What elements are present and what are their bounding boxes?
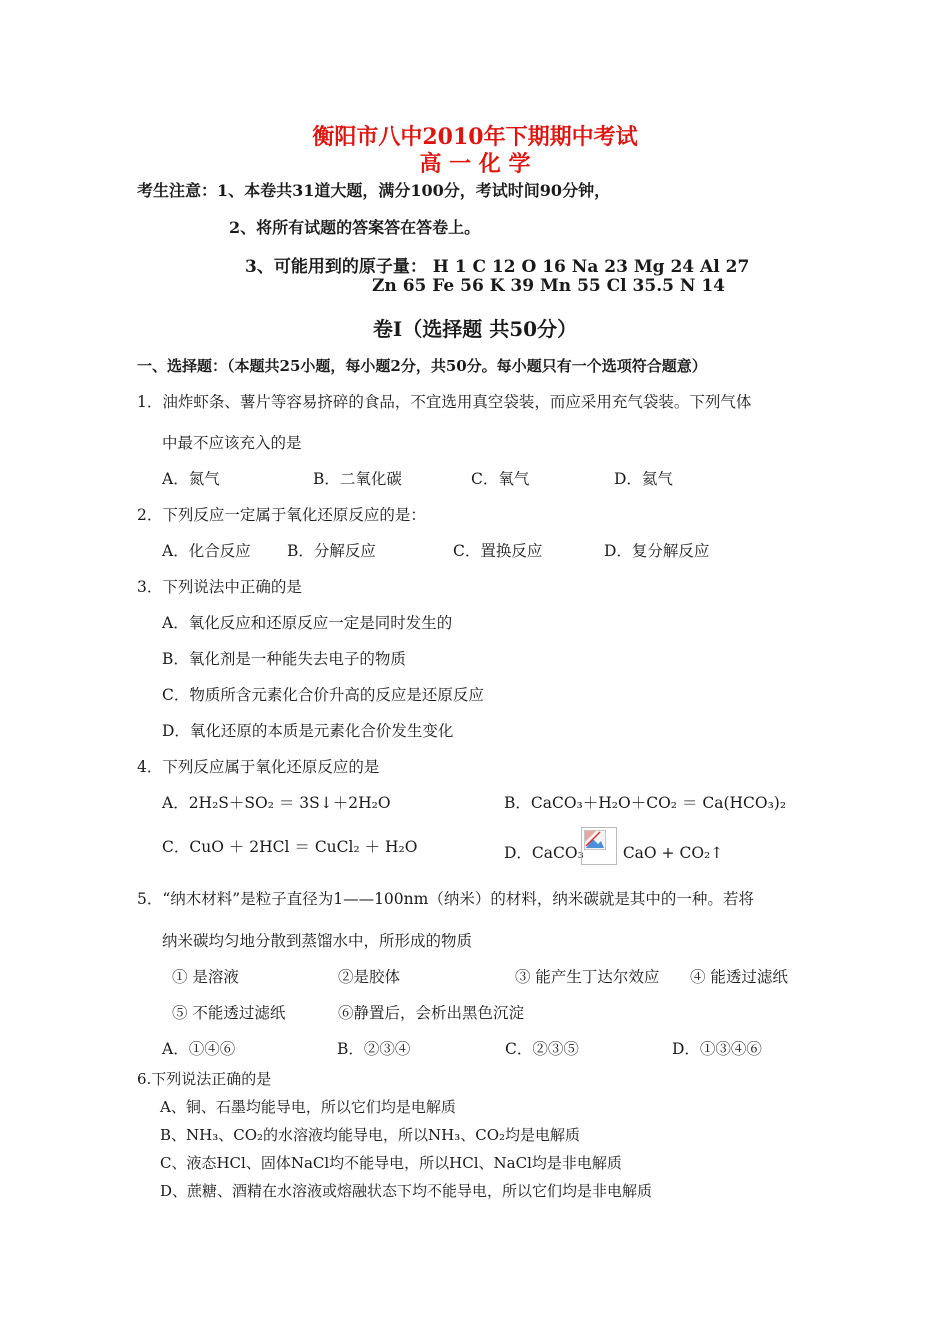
q5-item-4: ④ 能透过滤纸 xyxy=(690,968,788,986)
q2-option-a: A．化合反应 xyxy=(162,542,251,560)
q1-option-b: B．二氧化碳 xyxy=(313,470,402,488)
q5-option-d: D．①③④⑥ xyxy=(672,1040,762,1058)
q4-option-d xyxy=(504,835,723,873)
q5-option-b: B．②③④ xyxy=(337,1040,411,1058)
q6-option-d: D、蔗糖、酒精在水溶液或熔融状态下均不能导电，所以它们均是非电解质 xyxy=(160,1182,653,1200)
notice-line-3: 3、可能用到的原子量： H 1 C 12 O 16 Na 23 Mg 24 Al 27 xyxy=(245,257,750,277)
q5-item-1: ① 是溶液 xyxy=(172,968,239,986)
q2-stem: 2．下列反应一定属于氧化还原反应的是： xyxy=(137,506,426,524)
q4-stem: 4．下列反应属于氧化还原反应的是 xyxy=(137,758,380,776)
q2-option-b: B．分解反应 xyxy=(287,542,376,560)
q3-option-c: C．物质所含元素化合价升高的反应是还原反应 xyxy=(162,686,484,704)
q5-item-2: ②是胶体 xyxy=(338,968,401,986)
notice-line-4: Zn 65 Fe 56 K 39 Mn 55 Cl 35.5 N 14 xyxy=(372,276,725,296)
q6-stem: 6.下列说法正确的是 xyxy=(137,1070,272,1088)
q3-stem: 3．下列说法中正确的是 xyxy=(137,578,302,596)
exam-subtitle: 高 一 化 学 xyxy=(419,151,531,177)
q6-option-a: A、铜、石墨均能导电，所以它们均是电解质 xyxy=(160,1098,456,1116)
q3-option-b: B．氧化剂是一种能失去电子的物质 xyxy=(162,650,406,668)
q5-option-a: A．①④⑥ xyxy=(162,1040,236,1058)
q2-option-c: C．置换反应 xyxy=(453,542,543,560)
q1-option-a: A．氮气 xyxy=(162,470,220,488)
q5-stem-1: 5．“纳木材料”是粒子直径为1——100nm（纳米）的材料，纳米碳就是其中的一种。若将 xyxy=(137,890,754,908)
exam-title: 衡阳市八中2010年下期期中考试 xyxy=(312,124,638,150)
q2-option-d: D．复分解反应 xyxy=(604,542,710,560)
q6-option-b: B、NH₃、CO₂的水溶液均能导电，所以NH₃、CO₂均是电解质 xyxy=(160,1126,581,1144)
section-heading: 一、选择题：（本题共25小题，每小题2分，共50分。每小题只有一个选项符合题意） xyxy=(137,357,707,375)
q5-item-5: ⑤ 不能透过滤纸 xyxy=(172,1004,286,1022)
q6-option-c: C、液态HCl、固体NaCl均不能导电，所以HCl、NaCl均是非电解质 xyxy=(160,1154,622,1172)
q4-option-a: A．2H₂S＋SO₂ ＝ 3S↓＋2H₂O xyxy=(162,794,391,812)
q3-option-a: A．氧化反应和还原反应一定是同时发生的 xyxy=(162,614,453,632)
q4-option-d-reactant: D．CaCO₃ xyxy=(504,844,584,862)
q1-stem-2: 中最不应该充入的是 xyxy=(162,434,302,452)
q1-option-c: C．氧气 xyxy=(471,470,530,488)
part-title: 卷Ⅰ（选择题 共50分） xyxy=(372,317,578,341)
broken-image-icon xyxy=(581,827,617,865)
q3-option-d: D．氧化还原的本质是元素化合价发生变化 xyxy=(162,722,454,740)
q5-item-3: ③ 能产生丁达尔效应 xyxy=(515,968,660,986)
q5-option-c: C．②③⑤ xyxy=(505,1040,579,1058)
q4-option-c: C．CuO ＋ 2HCl ＝ CuCl₂ ＋ H₂O xyxy=(162,838,418,856)
notice-line-1: 考生注意：1、本卷共31道大题，满分100分，考试时间90分钟， xyxy=(137,181,611,200)
notice-line-2: 2、将所有试题的答案答在答卷上。 xyxy=(229,218,481,237)
q1-option-d: D．氦气 xyxy=(614,470,673,488)
q5-stem-2: 纳米碳均匀地分散到蒸馏水中，所形成的物质 xyxy=(162,932,473,950)
q4-option-d-product: CaO + CO₂↑ xyxy=(622,844,724,862)
q5-item-6: ⑥静置后，会析出黑色沉淀 xyxy=(338,1004,525,1022)
q1-stem-1: 1．油炸虾条、薯片等容易挤碎的食品，不宜选用真空袋装，而应采用充气袋装。下列气体 xyxy=(137,393,752,411)
q4-option-b: B．CaCO₃＋H₂O＋CO₂ ＝ Ca(HCO₃)₂ xyxy=(504,794,787,812)
